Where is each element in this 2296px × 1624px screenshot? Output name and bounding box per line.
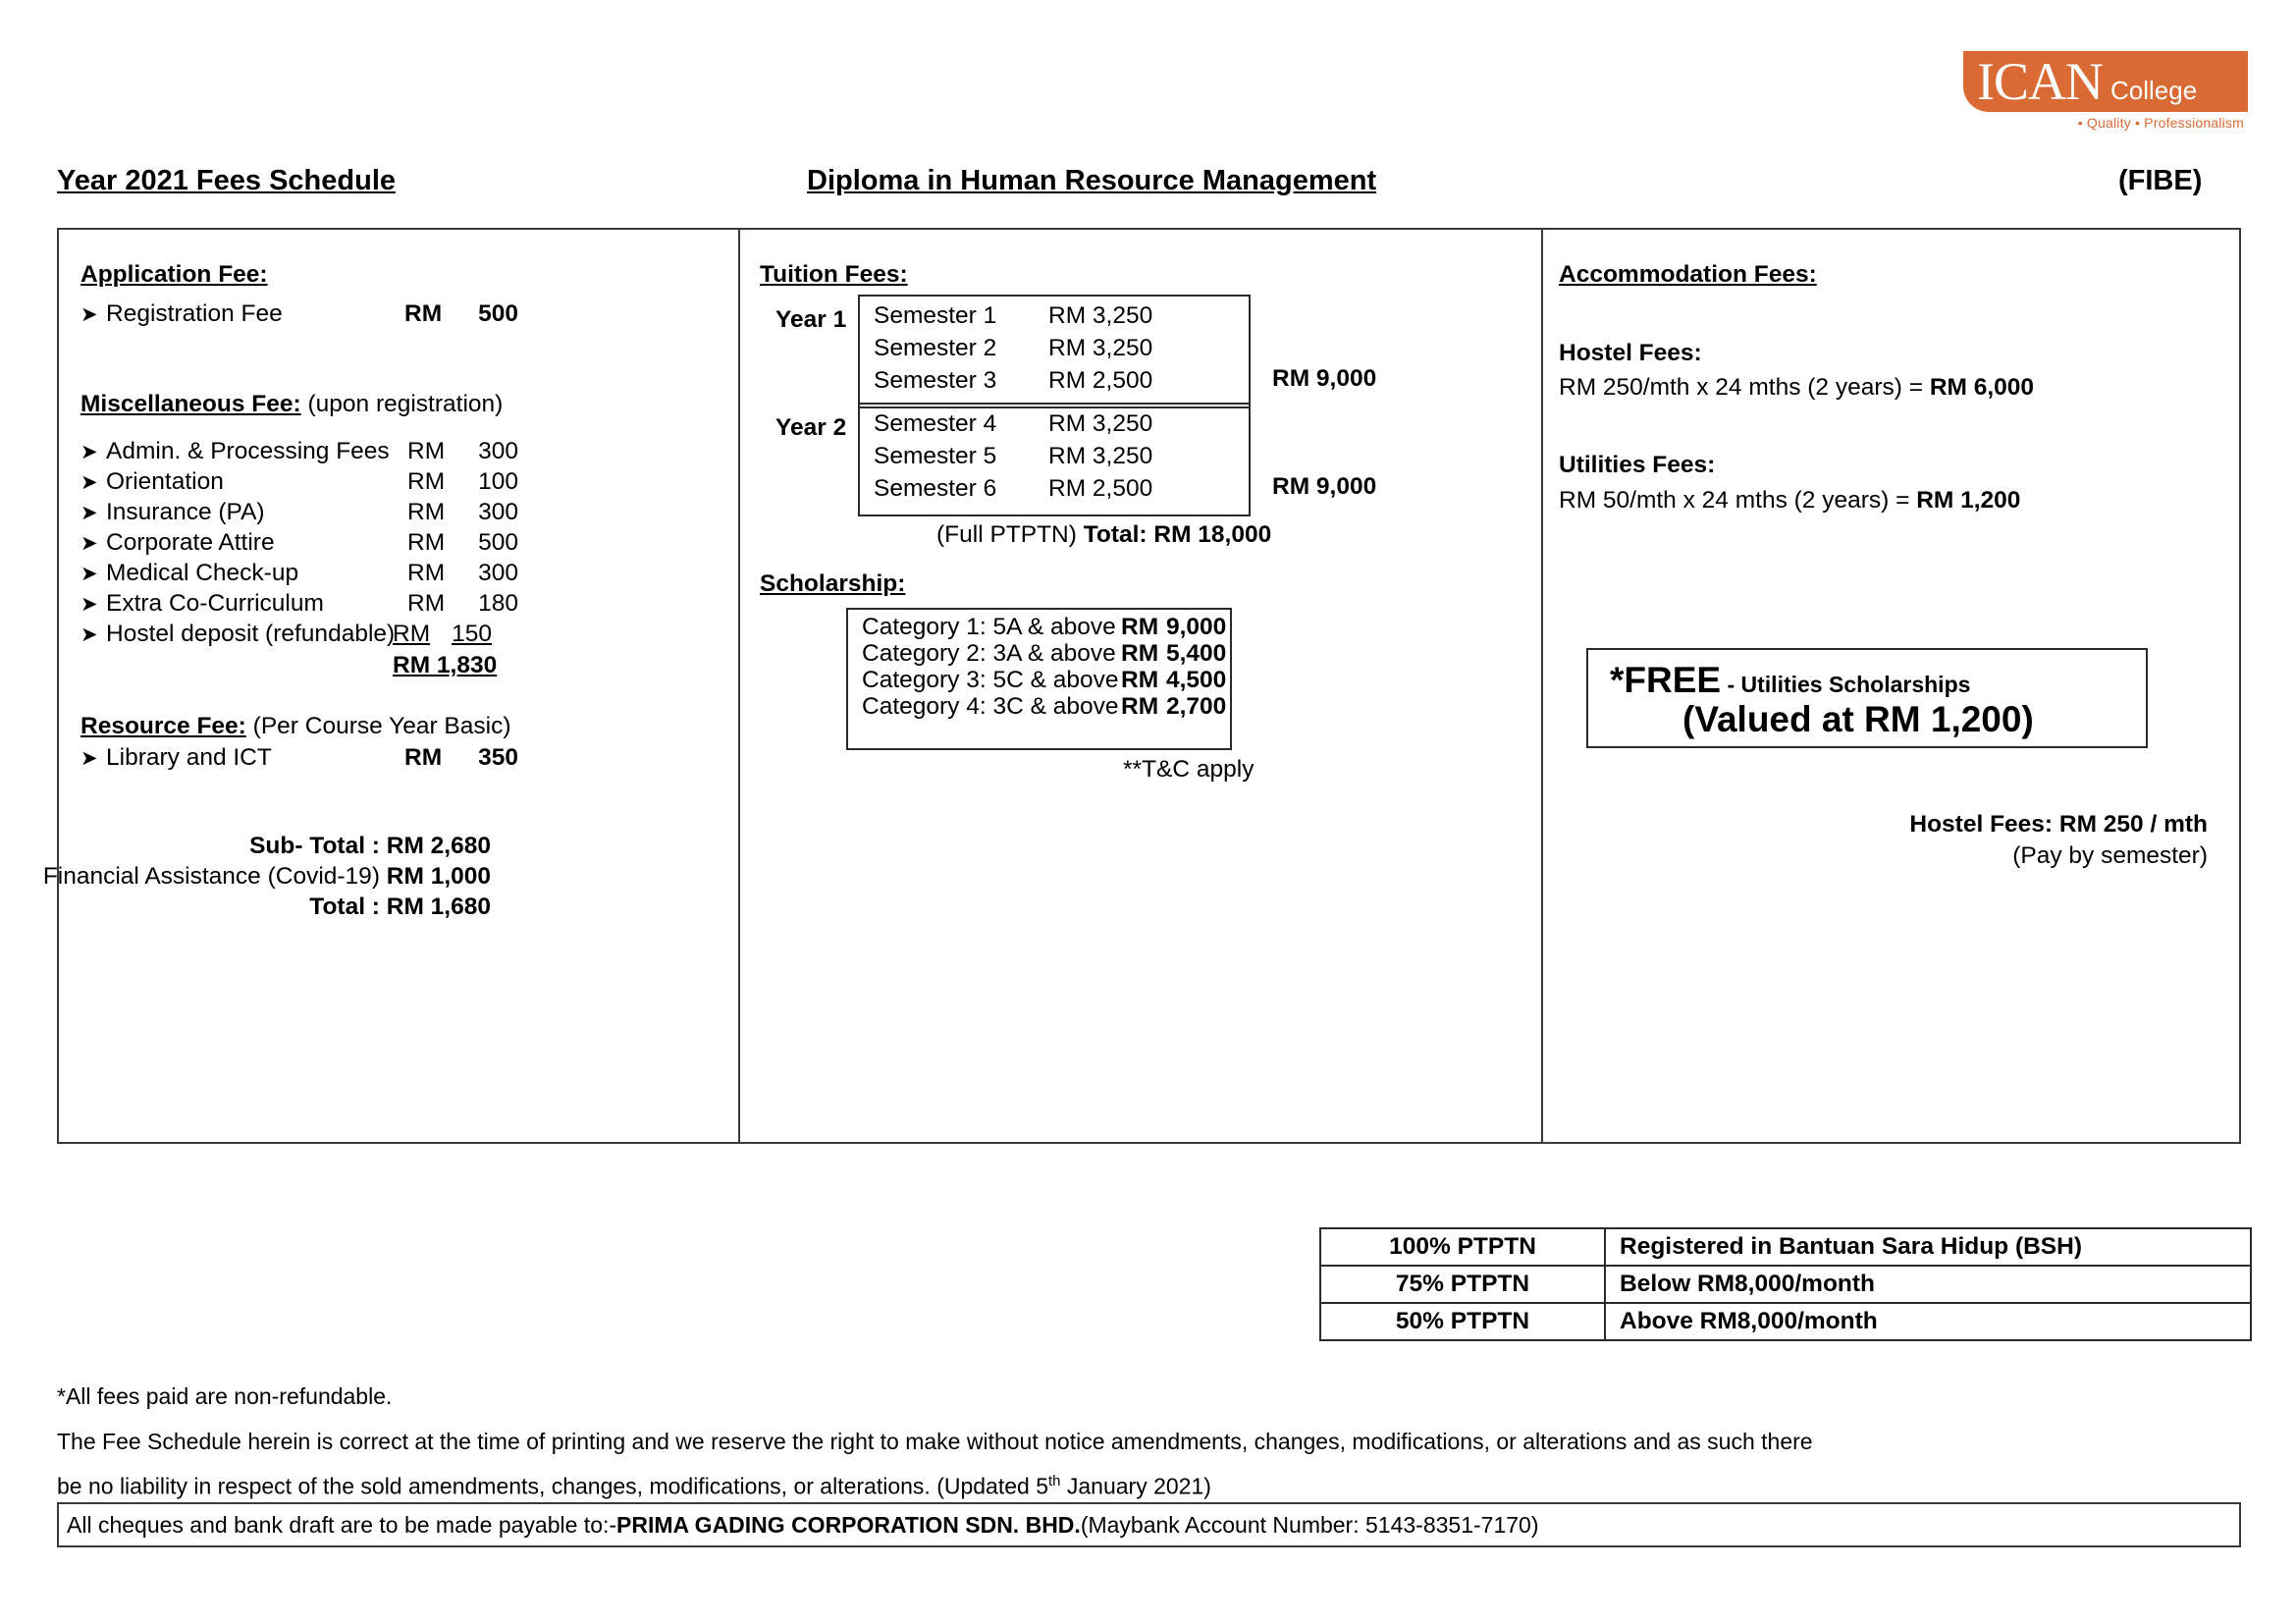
scholarship-tc-note: **T&C apply	[1123, 756, 1255, 783]
ptptn-eligibility-table	[1319, 1227, 2252, 1341]
logo-brand-text: ICAN	[1977, 52, 2103, 111]
ptptn-row-2-desc: Below RM8,000/month	[1605, 1266, 2251, 1303]
footnote-ordinal-suffix: th	[1048, 1473, 1061, 1489]
year1-semester-3-amount: RM 2,500	[1048, 367, 1153, 394]
row-corporate-attire	[80, 529, 275, 557]
utilities-fees-calculation	[1559, 487, 2020, 514]
library-ict-label: Library and ICT	[106, 744, 272, 771]
insurance-amount: 300	[478, 499, 518, 525]
hostel-deposit-currency: RM	[393, 621, 431, 647]
year1-semester-2-label: Semester 2	[874, 335, 997, 361]
scholarship-cat-4-amount: 2,700	[1166, 693, 1227, 720]
scholarship-cat-3-amount: 4,500	[1166, 667, 1227, 693]
bullet-arrow-icon: ➤	[80, 623, 98, 646]
hostel-fees-calculation	[1559, 374, 2034, 402]
row-extra-cocurriculum	[80, 590, 324, 618]
orientation-label: Orientation	[106, 468, 224, 495]
hostel-deposit-label: Hostel deposit (refundable)	[106, 621, 396, 647]
resource-fee-heading-note: (Per Course Year Basic)	[245, 713, 511, 739]
admin-processing-label: Admin. & Processing Fees	[106, 438, 390, 464]
year-1-total: RM 9,000	[1272, 365, 1377, 392]
bank-payment-notice	[57, 1502, 2241, 1547]
tuition-grand-total-prefix: (Full PTPTN)	[936, 521, 1084, 548]
year-1-label: Year 1	[775, 306, 847, 333]
misc-fee-heading	[80, 391, 503, 418]
financial-assistance-amount: RM 1,000	[386, 863, 491, 890]
year2-semester-6-amount: RM 2,500	[1048, 475, 1153, 502]
insurance-currency: RM	[407, 499, 446, 525]
orientation-currency: RM	[407, 468, 446, 495]
accommodation-fees-heading: Accommodation Fees:	[1559, 261, 1817, 288]
year2-semester-5-amount: RM 3,250	[1048, 443, 1153, 469]
scholarship-cat-4-label: Category 4: 3C & above	[862, 693, 1119, 720]
scholarship-cat-1-amount: 9,000	[1166, 614, 1227, 640]
bank-payee-name: PRIMA GADING CORPORATION SDN. BHD.	[616, 1511, 1081, 1538]
registration-fee-label: Registration Fee	[106, 300, 283, 327]
registration-fee-currency: RM	[404, 300, 443, 327]
misc-fee-heading-label: Miscellaneous Fee:	[80, 391, 301, 417]
financial-assistance-label: Financial Assistance (Covid-19)	[42, 863, 387, 890]
table-row	[1320, 1228, 2251, 1266]
extra-cocurriculum-currency: RM	[407, 590, 446, 617]
year2-semester-5-label: Semester 5	[874, 443, 997, 469]
scholarship-cat-1-currency: RM	[1121, 614, 1159, 640]
hostel-fees-footer: Hostel Fees: RM 250 / mth	[1909, 811, 2208, 838]
free-scholarship-line-1	[1610, 660, 1970, 701]
column-accommodation-fees	[1543, 230, 2239, 1142]
grand-total-line: Total : RM 1,680	[309, 893, 491, 920]
logo-badge	[1963, 51, 2248, 112]
admin-processing-amount: 300	[478, 438, 518, 464]
tuition-fees-heading: Tuition Fees:	[760, 261, 908, 288]
row-library-ict	[80, 744, 272, 772]
hostel-deposit-value	[393, 621, 520, 648]
ptptn-row-1-desc: Registered in Bantuan Sara Hidup (BSH)	[1605, 1228, 2251, 1266]
resource-fee-heading-label: Resource Fee:	[80, 713, 246, 739]
page-title-program: Diploma in Human Resource Management	[807, 165, 1377, 196]
hostel-fees-heading: Hostel Fees:	[1559, 340, 1702, 366]
corporate-attire-currency: RM	[407, 529, 446, 556]
scholarship-box	[846, 608, 1232, 750]
year1-semester-1-amount: RM 3,250	[1048, 302, 1153, 329]
ptptn-row-2-percent: 75% PTPTN	[1320, 1266, 1605, 1303]
footnote-disclaimer-line-2	[57, 1473, 1211, 1500]
utilities-calc-amount: RM 1,200	[1916, 487, 2021, 514]
extra-cocurriculum-amount: 180	[478, 590, 518, 617]
footnote-disclaimer-text-b: January 2021)	[1060, 1473, 1211, 1499]
free-label: *FREE	[1610, 660, 1722, 700]
table-row	[1320, 1266, 2251, 1303]
year2-semester-4-label: Semester 4	[874, 410, 997, 437]
year2-semester-6-label: Semester 6	[874, 475, 997, 502]
row-orientation	[80, 468, 224, 496]
admin-processing-currency: RM	[407, 438, 446, 464]
sub-total-line: Sub- Total : RM 2,680	[249, 833, 491, 859]
medical-checkup-label: Medical Check-up	[106, 560, 299, 586]
misc-subtotal: RM 1,830	[393, 652, 498, 678]
hostel-fees-footer-note: (Pay by semester)	[2012, 842, 2208, 869]
year1-semester-2-amount: RM 3,250	[1048, 335, 1153, 361]
application-fee-heading: Application Fee:	[80, 261, 268, 288]
row-registration-fee	[80, 300, 283, 328]
fees-main-table	[42, 228, 2241, 1144]
year-2-label: Year 2	[775, 414, 847, 441]
scholarship-cat-4-currency: RM	[1121, 693, 1159, 720]
medical-checkup-currency: RM	[407, 560, 446, 586]
extra-cocurriculum-label: Extra Co-Curriculum	[106, 590, 324, 617]
bullet-arrow-icon: ➤	[80, 470, 98, 494]
year2-semester-4-amount: RM 3,250	[1048, 410, 1153, 437]
corporate-attire-amount: 500	[478, 529, 518, 556]
scholarship-cat-2-amount: 5,400	[1166, 640, 1227, 667]
corporate-attire-label: Corporate Attire	[106, 529, 275, 556]
year-2-total: RM 9,000	[1272, 473, 1377, 500]
ptptn-row-1-percent: 100% PTPTN	[1320, 1228, 1605, 1266]
tuition-grand-total-amount: Total: RM 18,000	[1083, 521, 1272, 548]
column-tuition-fees	[740, 230, 1543, 1142]
orientation-amount: 100	[478, 468, 518, 495]
row-medical-checkup	[80, 560, 298, 587]
hostel-deposit-amount: 150	[452, 621, 492, 647]
scholarship-cat-2-label: Category 2: 3A & above	[862, 640, 1116, 667]
library-ict-currency: RM	[404, 744, 443, 771]
row-hostel-deposit	[80, 621, 395, 648]
year-1-semester-box	[858, 295, 1251, 408]
registration-fee-amount: 500	[478, 300, 518, 327]
medical-checkup-amount: 300	[478, 560, 518, 586]
hostel-calc-text: RM 250/mth x 24 mths (2 years) =	[1559, 374, 1930, 401]
logo-tagline: • Quality • Professionalism	[2077, 115, 2244, 131]
free-scholarship-value: (Valued at RM 1,200)	[1682, 699, 2034, 739]
ican-college-logo	[1963, 51, 2248, 131]
page-title-left: Year 2021 Fees Schedule	[57, 165, 396, 196]
year1-semester-1-label: Semester 1	[874, 302, 997, 329]
column-application-fees	[42, 230, 740, 1142]
row-admin-processing	[80, 438, 390, 465]
scholarship-heading: Scholarship:	[760, 570, 906, 597]
bullet-arrow-icon: ➤	[80, 531, 98, 555]
bullet-arrow-icon: ➤	[80, 746, 98, 770]
utilities-calc-text: RM 50/mth x 24 mths (2 years) =	[1559, 487, 1917, 514]
scholarship-cat-1-label: Category 1: 5A & above	[862, 614, 1116, 640]
table-row	[1320, 1303, 2251, 1340]
free-utilities-scholarship-box	[1586, 648, 2148, 748]
ptptn-row-3-percent: 50% PTPTN	[1320, 1303, 1605, 1340]
year1-semester-3-label: Semester 3	[874, 367, 997, 394]
financial-assistance-line	[43, 863, 491, 891]
scholarship-cat-2-currency: RM	[1121, 640, 1159, 667]
bullet-arrow-icon: ➤	[80, 302, 98, 326]
tuition-grand-total-line	[936, 521, 1271, 549]
bullet-arrow-icon: ➤	[80, 562, 98, 585]
scholarship-cat-3-currency: RM	[1121, 667, 1159, 693]
bullet-arrow-icon: ➤	[80, 592, 98, 616]
page-title-code: (FIBE)	[2118, 165, 2203, 196]
bullet-arrow-icon: ➤	[80, 440, 98, 463]
bullet-arrow-icon: ➤	[80, 501, 98, 524]
footnote-disclaimer-line-1: The Fee Schedule herein is correct at the time of printing and we reserve the right to make without notice amendments, changes, modifications, or alterations and as such there	[57, 1429, 1813, 1454]
free-sublabel: - Utilities Scholarships	[1721, 672, 1971, 697]
bank-notice-prefix: All cheques and bank draft are to be made payable to:-	[67, 1511, 617, 1538]
row-insurance	[80, 499, 265, 526]
resource-fee-heading	[80, 713, 510, 740]
footnote-non-refundable: *All fees paid are non-refundable.	[57, 1383, 393, 1409]
library-ict-amount: 350	[478, 744, 518, 771]
bank-account-number: (Maybank Account Number: 5143-8351-7170)	[1080, 1511, 1539, 1538]
misc-fee-heading-note: (upon registration)	[300, 391, 504, 417]
footnote-disclaimer-text-a: be no liability in respect of the sold amendments, changes, modifications, or alterations. (Updated 5	[57, 1473, 1049, 1499]
scholarship-cat-3-label: Category 3: 5C & above	[862, 667, 1119, 693]
hostel-calc-amount: RM 6,000	[1929, 374, 2035, 401]
logo-sub-text: College	[2110, 76, 2198, 105]
insurance-label: Insurance (PA)	[106, 499, 265, 525]
utilities-fees-heading: Utilities Fees:	[1559, 452, 1716, 478]
year-2-semester-box	[858, 403, 1251, 516]
ptptn-row-3-desc: Above RM8,000/month	[1605, 1303, 2251, 1340]
